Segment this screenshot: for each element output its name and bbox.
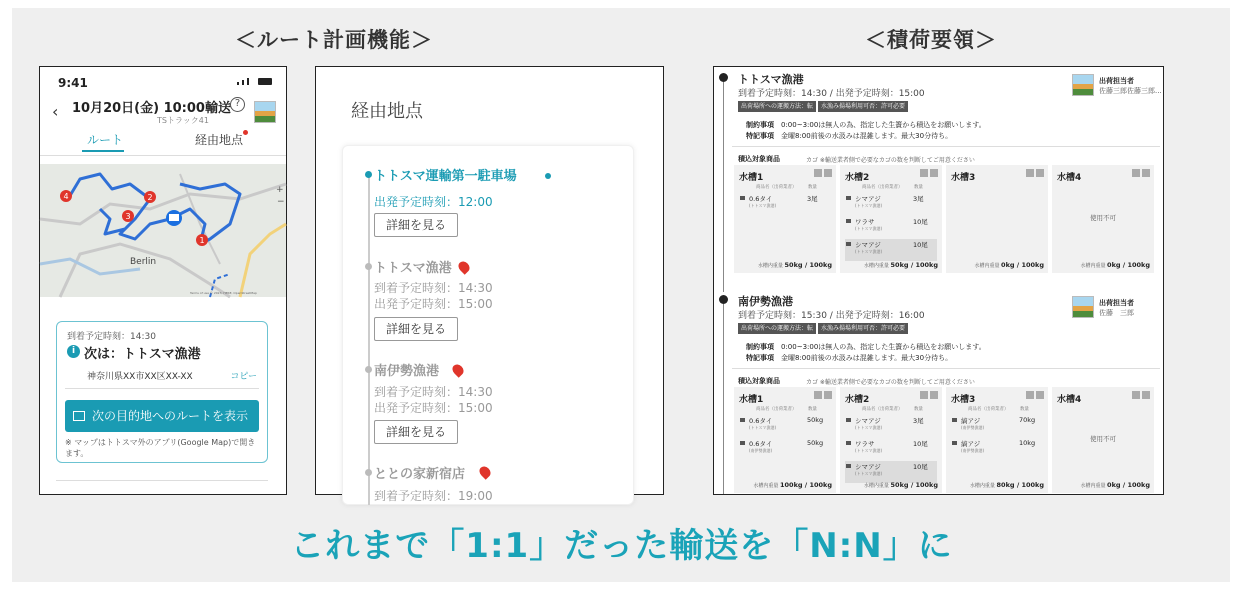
route-plan-heading: ＜ルート計画機能＞ xyxy=(235,28,433,52)
restrictions-text: 0:00~3:00は無人の為、指定した生簀から積込をお願いします。 xyxy=(781,121,986,129)
item-source: (トトスマ漁港) xyxy=(855,448,883,453)
item-qty: 3尾 xyxy=(807,195,818,203)
tank-action-icons[interactable] xyxy=(920,391,938,399)
tank-item[interactable] xyxy=(845,216,937,238)
item-name: シマアジ xyxy=(855,195,881,203)
tank-name: 水槽3 xyxy=(951,395,976,405)
tab-route[interactable]: ルート xyxy=(87,133,124,147)
weight-value: 0kg / 100kg xyxy=(1107,481,1150,489)
cargo-header: 積込対象商品 xyxy=(738,155,780,163)
timeline-dot xyxy=(365,171,372,178)
tank-weight xyxy=(1080,481,1150,489)
tank-name: 水槽1 xyxy=(739,173,764,183)
notification-dot xyxy=(243,130,248,135)
tank-item[interactable] xyxy=(845,239,937,261)
item-qty: 10kg xyxy=(1019,439,1036,447)
fish-icon xyxy=(846,196,851,200)
item-name: シマアジ xyxy=(855,241,881,249)
item-source: (南伊勢漁港) xyxy=(749,448,773,453)
column-qty: 数量 xyxy=(808,407,817,412)
fish-icon xyxy=(846,418,851,422)
item-qty: 3尾 xyxy=(913,417,924,425)
tank-card xyxy=(946,387,1048,493)
item-qty: 10尾 xyxy=(913,241,928,249)
column-qty: 数量 xyxy=(1020,407,1029,412)
tank-name: 水槽2 xyxy=(845,395,870,405)
timeline-line xyxy=(723,82,724,292)
tank-weight xyxy=(753,481,832,489)
tank-card xyxy=(734,165,836,273)
copy-icon[interactable] xyxy=(824,169,832,177)
column-product: 商品名（出荷業者） xyxy=(862,407,903,412)
weight-label: 水槽内重量 xyxy=(863,263,889,269)
fish-icon xyxy=(740,196,745,200)
view-details-button[interactable]: 詳細を見る xyxy=(374,317,458,341)
copy-icon[interactable] xyxy=(1036,169,1044,177)
tank-list xyxy=(734,165,1154,273)
tank-weight xyxy=(1080,261,1150,269)
svg-text:4: 4 xyxy=(63,192,69,201)
notes-label: 特記事項 xyxy=(746,132,774,140)
show-route-button[interactable] xyxy=(65,400,259,432)
copy-icon[interactable] xyxy=(930,391,938,399)
edit-icon[interactable] xyxy=(920,391,928,399)
item-qty: 10尾 xyxy=(913,218,928,226)
weight-value: 0kg / 100kg xyxy=(1001,261,1044,269)
loading-heading: ＜積荷要領＞ xyxy=(865,28,997,52)
view-details-button[interactable]: 詳細を見る xyxy=(374,213,458,237)
svg-text:1: 1 xyxy=(199,236,205,245)
shipper-label: 出荷担当者 xyxy=(1099,77,1134,85)
cargo-note: カゴ ※輸送業者側で必要なカゴの数を判断してご用意ください xyxy=(806,379,975,386)
edit-icon[interactable] xyxy=(1026,169,1034,177)
tank-column-headers xyxy=(756,406,817,412)
tank-name: 水槽4 xyxy=(1057,173,1082,183)
weight-label: 水槽内重量 xyxy=(753,483,779,489)
help-icon[interactable]: ? xyxy=(230,97,245,112)
item-qty: 50kg xyxy=(807,416,824,424)
weight-label: 水槽内重量 xyxy=(974,263,1000,269)
timeline-line xyxy=(368,175,370,505)
map-marker-2 xyxy=(144,191,156,203)
tank-item[interactable] xyxy=(739,438,831,460)
restrictions-label: 制約事項 xyxy=(746,121,774,129)
show-route-label: 次の目的地へのルートを表示 xyxy=(92,409,249,423)
tank-name: 水槽4 xyxy=(1057,395,1082,405)
fish-icon xyxy=(846,464,851,468)
weight-label: 水槽内重量 xyxy=(757,263,783,269)
timeline-dot xyxy=(365,263,372,270)
item-source: (南伊勢漁港) xyxy=(961,425,985,430)
tank-unusable: 使用不可 xyxy=(1090,435,1116,443)
tank-action-icons[interactable] xyxy=(814,169,832,177)
section-divider xyxy=(732,368,1160,369)
timeline-dot xyxy=(365,366,372,373)
stop-time: 出発予定時刻：12:00 xyxy=(374,195,493,209)
tank-weight xyxy=(974,261,1044,269)
item-qty: 3尾 xyxy=(913,195,924,203)
map-city-label: Berlin xyxy=(130,257,157,267)
copy-address-link[interactable]: コピー xyxy=(230,372,257,382)
stop-time: 到着予定時刻：14:30 xyxy=(374,281,493,295)
stop-name: トトスマ運輸第一駐車場 xyxy=(374,169,517,184)
weight-value: 50kg / 100kg xyxy=(890,481,938,489)
status-icons xyxy=(237,78,272,85)
item-qty: 10尾 xyxy=(913,463,928,471)
restrictions-label: 制約事項 xyxy=(746,343,774,351)
copy-icon[interactable] xyxy=(1142,391,1150,399)
tank-item[interactable] xyxy=(951,438,1043,460)
map-icon xyxy=(73,411,85,421)
truck-name: TSトラック41 xyxy=(157,116,209,125)
weight-label: 水槽内重量 xyxy=(1080,263,1106,269)
column-product: 商品名（出荷業者） xyxy=(968,407,1009,412)
weight-value: 100kg / 100kg xyxy=(780,481,832,489)
current-marker-icon xyxy=(545,173,551,179)
weight-value: 50kg / 100kg xyxy=(890,261,938,269)
notes-label: 特記事項 xyxy=(746,354,774,362)
item-name: 縞アジ xyxy=(961,417,981,425)
tank-item[interactable] xyxy=(845,461,937,483)
status-time: 9:41 xyxy=(58,76,88,90)
item-qty: 10尾 xyxy=(913,440,928,448)
fish-icon xyxy=(952,418,957,422)
column-product: 商品名（出荷業者） xyxy=(862,185,903,190)
tank-card xyxy=(840,165,942,273)
weight-value: 80kg / 100kg xyxy=(996,481,1044,489)
copy-icon[interactable] xyxy=(824,391,832,399)
arrival-time: 到着予定時刻：14:30 xyxy=(67,332,156,342)
tank-weight xyxy=(970,481,1044,489)
fish-icon xyxy=(740,441,745,445)
stop-time: 出発予定時刻：15:00 xyxy=(374,297,493,311)
item-name: ワラサ xyxy=(855,218,875,226)
tank-action-icons[interactable] xyxy=(814,391,832,399)
tank-action-icons[interactable] xyxy=(1132,391,1150,399)
copy-icon[interactable] xyxy=(1142,169,1150,177)
notes-text: 金曜8:00前後の水汲みは混雑します。最大30分待ち。 xyxy=(781,132,953,140)
item-name: ワラサ xyxy=(855,440,875,448)
stop-times: 到着予定時刻：14:30 / 出発予定時刻：15:00 xyxy=(738,89,925,99)
column-qty: 数量 xyxy=(914,185,923,190)
fish-icon xyxy=(846,242,851,246)
cargo-note: カゴ ※輸送業者側で必要なカゴの数を判断してご用意ください xyxy=(806,157,975,164)
tank-column-headers xyxy=(756,184,817,190)
via-points-screen xyxy=(315,66,664,503)
edit-icon[interactable] xyxy=(1132,169,1140,177)
weight-value: 50kg / 100kg xyxy=(784,261,832,269)
tank-card xyxy=(734,387,836,493)
svg-text:−: − xyxy=(277,197,285,207)
route-map[interactable] xyxy=(40,164,286,297)
next-destination-card xyxy=(56,321,268,463)
avatar[interactable] xyxy=(254,101,276,123)
item-name: 0.6タイ xyxy=(749,195,773,203)
timeline-dot xyxy=(719,295,728,304)
phone-title: 10月20日(金) 10:00輸送 xyxy=(72,101,231,116)
shipper-name: 佐藤 三郎 xyxy=(1099,309,1134,317)
avatar xyxy=(1072,296,1094,318)
fish-icon xyxy=(740,418,745,422)
edit-icon[interactable] xyxy=(814,391,822,399)
tank-column-headers xyxy=(862,184,923,190)
edit-icon[interactable] xyxy=(814,169,822,177)
column-qty: 数量 xyxy=(808,185,817,190)
map-marker-4 xyxy=(60,190,72,202)
item-source: (南伊勢漁港) xyxy=(961,448,985,453)
map-marker-3 xyxy=(122,210,134,222)
item-qty: 50kg xyxy=(807,439,824,447)
tank-action-icons[interactable] xyxy=(1132,169,1150,177)
tank-weight xyxy=(864,481,938,489)
item-name: シマアジ xyxy=(855,417,881,425)
tank-card xyxy=(1052,387,1154,493)
weight-label: 水槽内重量 xyxy=(1080,483,1106,489)
tank-weight xyxy=(758,261,832,269)
tank-name: 水槽3 xyxy=(951,173,976,183)
item-name: シマアジ xyxy=(855,463,881,471)
timeline-dot xyxy=(719,73,728,82)
item-name: 0.6タイ xyxy=(749,440,773,448)
tank-weight xyxy=(864,261,938,269)
stop-name: 南伊勢漁港 xyxy=(374,364,440,379)
bottom-divider xyxy=(56,480,268,481)
loading-instructions-screen xyxy=(713,66,1164,495)
item-name: 0.6タイ xyxy=(749,417,773,425)
tank-name: 水槽2 xyxy=(845,173,870,183)
stop-times: 到着予定時刻：15:30 / 出発予定時刻：16:00 xyxy=(738,311,925,321)
item-source: (トトスマ漁港) xyxy=(855,471,883,476)
tank-card xyxy=(840,387,942,493)
tank-card xyxy=(1052,165,1154,273)
restrictions-text: 0:00~3:00は無人の為、指定した生簀から積込をお願いします。 xyxy=(781,343,986,351)
item-source: (トトスマ漁港) xyxy=(855,249,883,254)
svg-text:2: 2 xyxy=(147,193,153,202)
next-destination-label: 次は：トトスマ漁港 xyxy=(84,347,201,362)
map-marker-1 xyxy=(196,234,208,246)
tank-unusable: 使用不可 xyxy=(1090,214,1116,222)
info-icon: i xyxy=(67,345,80,358)
stop-time: 出発予定時刻：15:00 xyxy=(374,401,493,415)
stop-name: ととの家新宿店 xyxy=(374,467,466,482)
tank-list xyxy=(734,387,1154,493)
item-name: 縞アジ xyxy=(961,440,981,448)
tab-route-underline xyxy=(82,150,124,152)
avatar xyxy=(1072,74,1094,96)
permission-tag: 水漁み揚場利用可否：許可必要 xyxy=(818,101,908,112)
fish-icon xyxy=(952,441,957,445)
tab-via-points[interactable]: 経由地点 xyxy=(195,133,244,147)
tank-item[interactable] xyxy=(845,193,937,215)
item-source: (トトスマ漁港) xyxy=(855,226,883,231)
port-name: トトスマ漁港 xyxy=(738,73,804,86)
shipper-label: 出荷担当者 xyxy=(1099,299,1134,307)
weight-label: 水槽内重量 xyxy=(863,483,889,489)
port-name: 南伊勢漁港 xyxy=(738,295,793,308)
svg-text:3: 3 xyxy=(125,212,131,221)
fish-icon xyxy=(846,219,851,223)
tank-item[interactable] xyxy=(739,415,831,437)
bottom-banner: これまで「1:1」だった輸送を「N:N」に xyxy=(290,526,953,566)
notes-text: 金曜8:00前後の水汲みは混雑します。最大30分待ち。 xyxy=(781,354,953,362)
transport-tag: 出荷場所への運搬方法：転 xyxy=(738,101,816,112)
via-points-title: 経由地点 xyxy=(351,101,423,122)
timeline-line xyxy=(723,304,724,494)
tab-divider xyxy=(40,155,286,156)
map-credit: Terms of use © 2023, HERE, OpenStreetMap xyxy=(190,291,257,295)
permission-tag: 水漁み揚場利用可否：許可必要 xyxy=(818,323,908,334)
fish-icon xyxy=(846,441,851,445)
stop-name: トトスマ漁港 xyxy=(374,261,452,276)
stop-time: 到着予定時刻：19:00 xyxy=(374,489,493,503)
tank-action-icons[interactable] xyxy=(1026,391,1044,399)
copy-icon[interactable] xyxy=(1036,391,1044,399)
truck-position-icon xyxy=(166,210,182,226)
section-divider xyxy=(732,146,1160,147)
item-qty: 70kg xyxy=(1019,416,1036,424)
edit-icon[interactable] xyxy=(920,169,928,177)
destination-address: 神奈川県XX市XX区XX-XX xyxy=(87,372,193,382)
svg-text:+: + xyxy=(276,185,284,195)
transport-tag: 出荷場所への運搬方法：転 xyxy=(738,323,816,334)
cargo-header: 積込対象商品 xyxy=(738,377,780,385)
tank-action-icons[interactable] xyxy=(1026,169,1044,177)
column-product: 商品名（出荷業者） xyxy=(756,407,797,412)
weight-label: 水槽内重量 xyxy=(969,483,995,489)
view-details-button[interactable]: 詳細を見る xyxy=(374,420,458,444)
tank-column-headers xyxy=(862,406,923,412)
column-qty: 数量 xyxy=(914,407,923,412)
item-source: (トトスマ漁港) xyxy=(855,203,883,208)
card-divider xyxy=(65,388,259,389)
tank-item[interactable] xyxy=(951,415,1043,437)
weight-value: 0kg / 100kg xyxy=(1107,261,1150,269)
tank-item[interactable] xyxy=(845,415,937,437)
item-source: (トトスマ漁港) xyxy=(749,425,777,430)
tank-action-icons[interactable] xyxy=(920,169,938,177)
edit-icon[interactable] xyxy=(1132,391,1140,399)
tank-name: 水槽1 xyxy=(739,395,764,405)
shipper-name: 佐藤三郎佐藤三郎... xyxy=(1099,87,1162,95)
phone-route-screen xyxy=(39,66,287,495)
back-chevron-icon[interactable]: ‹ xyxy=(52,102,59,121)
timeline-dot xyxy=(365,469,372,476)
tank-item[interactable] xyxy=(845,438,937,460)
map-note: ※ マップはトトスマ外のアプリ(Google Map)で開きます。 xyxy=(65,438,256,458)
tank-card xyxy=(946,165,1048,273)
edit-icon[interactable] xyxy=(1026,391,1034,399)
stop-time: 到着予定時刻：14:30 xyxy=(374,385,493,399)
tank-item[interactable] xyxy=(739,193,831,215)
item-source: (トトスマ漁港) xyxy=(855,425,883,430)
column-product: 商品名（出荷業者） xyxy=(756,185,797,190)
tank-column-headers xyxy=(968,406,1029,412)
item-source: (トトスマ漁港) xyxy=(749,203,777,208)
copy-icon[interactable] xyxy=(930,169,938,177)
